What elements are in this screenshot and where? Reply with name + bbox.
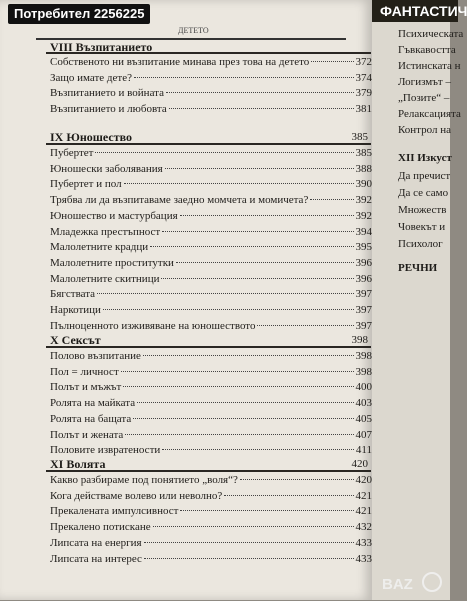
right-list-item: Човекът и	[398, 221, 446, 233]
toc-entry	[50, 553, 372, 567]
dot-leader	[143, 355, 354, 356]
toc-entry-page: 420	[355, 474, 372, 486]
toc-entry-title: Малолетните проститутки	[50, 256, 174, 269]
toc-entry-page: 403	[355, 397, 372, 410]
toc-entry	[50, 257, 372, 271]
right-list-item: Логизмът –	[398, 76, 451, 88]
dot-leader	[97, 293, 353, 294]
toc-entry-title: Юношество и мастурбация	[50, 209, 178, 222]
toc-entry-page: 400	[355, 381, 372, 394]
svg-text:BAZ: BAZ	[382, 576, 413, 593]
section-divider	[46, 346, 371, 348]
toc-entry	[50, 304, 372, 318]
bazar-logo	[380, 570, 444, 596]
dot-leader	[224, 495, 353, 496]
right-list-item: Да пречист	[398, 170, 451, 182]
toc-entry	[50, 320, 372, 334]
dot-leader	[310, 199, 353, 200]
toc-entry-page: 421	[355, 489, 372, 502]
toc-entry-page: 397	[355, 304, 372, 316]
dot-leader	[121, 371, 354, 372]
toc-entry	[50, 56, 372, 70]
header-text: ДЕТЕТО	[178, 26, 209, 35]
toc-entry-title: Ролята на майката	[50, 397, 136, 410]
dot-leader	[162, 231, 353, 232]
dot-leader	[165, 168, 354, 169]
toc-entry-page: 411	[355, 444, 372, 457]
glossary-heading: РЕЧНИ	[398, 262, 438, 274]
toc-entry-page: 397	[355, 319, 372, 332]
toc-entry-title: Пубертет	[50, 147, 94, 159]
dot-leader	[161, 278, 353, 279]
toc-entry	[50, 194, 372, 208]
right-page	[372, 0, 467, 600]
toc-entry-title: Пол = личност	[50, 365, 119, 378]
dot-leader	[133, 418, 353, 419]
toc-entry-page: 385	[355, 147, 372, 159]
toc-entry	[50, 178, 372, 192]
toc-entry-page: 433	[355, 552, 372, 565]
toc-entry-page: 372	[355, 56, 372, 68]
toc-entry-page: 374	[355, 71, 372, 84]
toc-entry	[50, 210, 372, 224]
toc-entry-title: Трябва ли да възпитаваме заедно момчета и момичета?	[50, 194, 309, 207]
toc-entry-title: Наркотици	[50, 304, 101, 316]
section-title: IX Юношество	[50, 130, 132, 144]
dot-leader	[144, 558, 354, 559]
toc-entry-title: Половите извратености	[50, 444, 161, 457]
toc-entry-page: 433	[355, 536, 372, 549]
dot-leader	[176, 262, 354, 263]
toc-entry	[50, 474, 372, 488]
dot-leader	[134, 77, 354, 78]
right-list-item: Множеств	[398, 204, 447, 216]
running-header	[36, 26, 346, 40]
right-list-item: Контрол на	[398, 124, 451, 136]
toc-entry-page: 396	[355, 256, 372, 269]
section-page: 420	[351, 458, 368, 470]
right-section-title: XII Изкуст	[398, 152, 452, 164]
toc-entry	[50, 429, 372, 443]
dot-leader	[95, 152, 353, 153]
toc-entry-title: Пълноценното изживяване на юношеството	[50, 319, 256, 332]
toc-entry	[50, 87, 372, 101]
toc-entry-title: Какво разбираме под понятието „воля“?	[50, 474, 238, 486]
dot-leader	[169, 108, 354, 109]
toc-entry	[50, 72, 372, 86]
toc-entry-page: 421	[355, 505, 372, 518]
section-divider	[46, 143, 371, 145]
toc-entry	[50, 505, 372, 519]
toc-entry-page: 390	[355, 178, 372, 191]
dot-leader	[166, 92, 354, 93]
section-divider	[46, 52, 371, 54]
toc-entry	[50, 226, 372, 240]
dot-leader	[150, 246, 353, 247]
toc-entry-title: Липсата на интерес	[50, 552, 142, 565]
toc-entry-page: 388	[355, 162, 372, 175]
toc-entry-page: 432	[355, 521, 372, 534]
dot-leader	[144, 542, 354, 543]
section-page: 385	[351, 131, 368, 143]
dot-leader	[180, 510, 353, 511]
right-list-item: Релаксацията	[398, 108, 461, 120]
section-divider	[46, 470, 371, 472]
right-list-item: Психическата	[398, 28, 464, 40]
section-title: VIII Възпитанието	[50, 40, 153, 54]
right-banner: ФАНТАСТИЧ	[372, 0, 458, 22]
right-list-item: Психолог	[398, 238, 443, 250]
toc-entry-title: Прекалено потискане	[50, 521, 151, 534]
toc-entry	[50, 103, 372, 117]
toc-entry-page: 395	[355, 241, 372, 254]
dot-leader	[180, 215, 354, 216]
toc-entry	[50, 147, 372, 161]
dot-leader	[153, 526, 354, 527]
toc-entry	[50, 366, 372, 380]
toc-entry-title: Възпитанието и любовта	[50, 103, 167, 116]
toc-entry	[50, 288, 372, 302]
toc-entry-title: Младежка престъпност	[50, 225, 161, 238]
toc-entry-title: Малолетните скитници	[50, 272, 160, 285]
toc-entry	[50, 490, 372, 504]
dot-leader	[123, 386, 353, 387]
dot-leader	[311, 61, 353, 62]
right-list-item: Гъвкавостта	[398, 44, 456, 56]
toc-entry	[50, 163, 372, 177]
toc-entry	[50, 413, 372, 427]
toc-entry	[50, 537, 372, 551]
toc-entry-title: Ролята на бащата	[50, 412, 132, 425]
toc-entry	[50, 350, 372, 364]
toc-entry-page: 398	[355, 350, 372, 362]
section-title: XI Волята	[50, 457, 106, 471]
toc-entry-page: 407	[355, 428, 372, 441]
toc-entry-page: 392	[355, 209, 372, 222]
toc-entry-title: Липсата на енергия	[50, 536, 142, 549]
toc-entry-title: Полово възпитание	[50, 350, 141, 362]
toc-entry-title: Кога действаме волево или неволно?	[50, 489, 223, 502]
toc-entry-page: 381	[355, 103, 372, 116]
dot-leader	[257, 325, 353, 326]
toc-entry	[50, 381, 372, 395]
toc-entry-title: Юношески заболявания	[50, 162, 163, 175]
toc-entry-page: 397	[355, 288, 372, 301]
dot-leader	[162, 449, 354, 450]
section-page: 398	[351, 334, 368, 346]
toc-entry-title: Полът и жената	[50, 428, 124, 441]
toc-entry-page: 405	[355, 412, 372, 425]
watermark: Потребител 2256225	[8, 4, 150, 24]
toc-entry-page: 379	[355, 87, 372, 100]
right-list-item: „Позите“ –	[398, 92, 450, 104]
toc-entry-page: 396	[355, 272, 372, 285]
dot-leader	[137, 402, 353, 403]
section-title: X Сексът	[50, 333, 101, 347]
right-list-item: Да се само	[398, 187, 449, 199]
toc-entry-page: 394	[355, 225, 372, 238]
toc-entry-title: Малолетните крадци	[50, 241, 149, 254]
toc-entry	[50, 397, 372, 411]
toc-entry	[50, 273, 372, 287]
toc-entry-title: Прекалената импулсивност	[50, 505, 179, 518]
toc-entry	[50, 241, 372, 255]
toc-entry-title: Пубертет и пол	[50, 178, 122, 191]
dot-leader	[240, 479, 354, 480]
toc-entry-title: Защо имате дете?	[50, 71, 132, 84]
dot-leader	[103, 309, 354, 310]
toc-entry-page: 392	[355, 194, 372, 207]
toc-entry	[50, 521, 372, 535]
toc-entry-title: Възпитанието и войната	[50, 87, 164, 100]
dot-leader	[125, 434, 353, 435]
toc-entry-page: 398	[355, 365, 372, 378]
toc-entry-title: Бягствата	[50, 288, 96, 301]
toc-entry-title: Полът и мъжът	[50, 381, 122, 394]
toc-entry-title: Собственото ни възпитание минава през това на детето	[50, 56, 310, 68]
right-list-item: Истинската н	[398, 60, 461, 72]
dot-leader	[124, 183, 354, 184]
